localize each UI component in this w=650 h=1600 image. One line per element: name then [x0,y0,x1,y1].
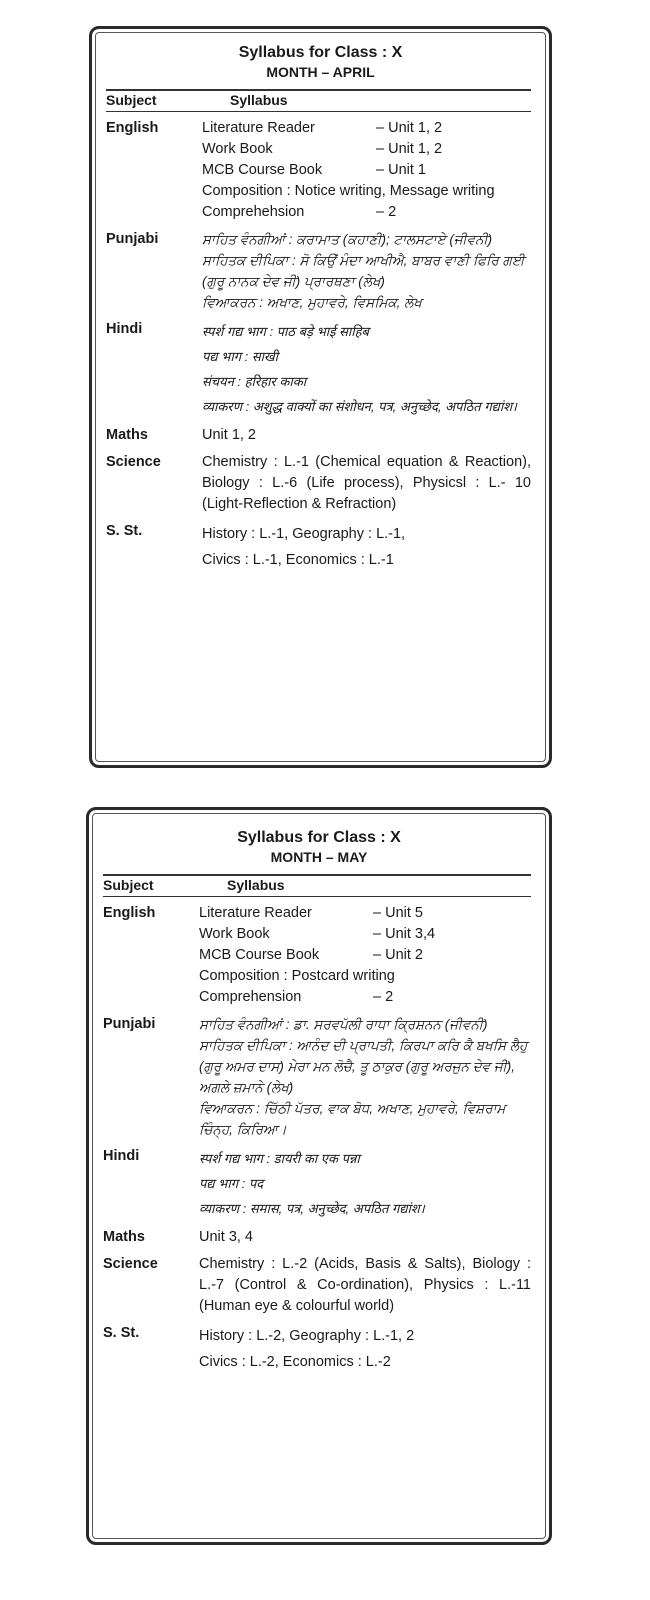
syllabus-text: स्पर्श गद्य भाग : डायरी का एक पन्ना [199,1151,360,1166]
row-english [103,903,531,1008]
row-sst [106,521,531,573]
row-hindi [103,1146,531,1221]
column-header [103,874,531,897]
subject-label: S. St. [103,1325,140,1341]
subject-label: Hindi [106,321,143,337]
column-syllabus: Syllabus [230,92,288,108]
list-item: Comprehehsion – 2 [202,204,397,220]
subject-label: English [103,905,156,921]
row-hindi [106,319,531,419]
syllabus-text: ਸਾਹਿਤ ਵੰਨਗੀਆਂ : ਡਾ. ਸਰਵਪੱਲੀ ਰਾਧਾ ਕ੍ਰਿਸ਼ਨਨ (ਜੀਵਨੀ) [199,1017,488,1032]
syllabus-text: व्याकरण : समास, पत्र, अनुच्छेद, अपठित गद्यांश। [199,1201,425,1216]
syllabus-text: ਵਿਆਕਰਨ : ਅਖਾਣ, ਮੁਹਾਵਰੇ, ਵਿਸਮਿਕ, ਲੇਖ [202,295,422,310]
syllabus-text: Chemistry : L.-2 (Acids, Basis & Salts), Biology : L.-7 (Control & Co-ordination), Physics : L.-11 (Human eye & colourful world) [199,1256,531,1314]
syllabus-text: संचयन : हरिहार काका [202,374,307,389]
column-subject: Subject [106,92,157,108]
list-item: MCB Course Book – Unit 1 [202,162,426,178]
row-punjabi [103,1014,531,1140]
card-title: Syllabus for Class : X [237,829,401,846]
syllabus-card-april [89,26,552,768]
composition-text: Composition : Notice writing, Message writing [202,183,495,199]
card-month: MONTH – APRIL [266,64,375,80]
card-title: Syllabus for Class : X [238,44,403,61]
syllabus-text: ਸਾਹਿਤਕ ਦੀਪਿਕਾ : ਆਨੰਦ ਦੀ ਪ੍ਰਾਪਤੀ, ਕਿਰਪਾ ਕਰਿ ਕੈ ਬਖਸਿ ਲੈਹੁ (ਗੁਰੂ ਅਮਰ ਦਾਸ) ਮੇਰਾ ਮਨ ਲੋਚੈ, ਤੂ ਠਾਕੁਰ (ਗੁਰੂ ਅਰਜੁਨ ਦੇਵ ਜੀ), ਅਗਲੇ ਜ਼ਮਾਨੇ (ਲੇਖ) [199,1038,528,1095]
syllabus-text: पद्य भाग : साखी [202,349,279,364]
column-header [106,89,531,112]
syllabus-text: स्पर्श गद्य भाग : पाठ बड़े भाई साहिब [202,324,369,339]
syllabus-text: ਸਾਹਿਤ ਵੰਨਗੀਆਂ : ਕਰਾਮਾਤ (ਕਹਾਣੀ); ਟਾਲਸਟਾਏ (ਜੀਵਨੀ) [202,232,493,247]
syllabus-text: ਸਾਹਿਤਕ ਦੀਪਿਕਾ : ਸੋ ਕਿਉਂ ਮੰਦਾ ਆਖੀਐ, ਬਾਬਰ ਵਾਣੀ ਫਿਰਿ ਗਈ (ਗੁਰੂ ਨਾਨਕ ਦੇਵ ਜੀ) ਪ੍ਰਾਰਥਣਾ (ਲੇਖ) [202,253,525,289]
row-maths [103,1227,531,1248]
row-english [106,118,531,223]
subject-label: Maths [106,427,148,443]
syllabus-card-may [86,807,552,1545]
syllabus-text: History : L.-1, Geography : L.-1, [202,526,406,542]
column-subject: Subject [103,877,154,893]
syllabus-text: व्याकरण : अशुद्ध वाक्यों का संशोधन, पत्र, अनुच्छेद, अपठित गद्यांश। [202,399,517,414]
syllabus-rows [103,903,531,1375]
subject-label: Punjabi [106,231,159,247]
row-sst [103,1323,531,1375]
list-item: Literature Reader – Unit 1, 2 [202,120,443,136]
list-item: Work Book – Unit 1, 2 [202,141,443,157]
composition-text: Composition : Postcard writing [199,968,395,984]
list-item: Literature Reader – Unit 5 [199,905,423,921]
syllabus-text: Civics : L.-2, Economics : L.-2 [199,1354,391,1370]
subject-label: S. St. [106,523,143,539]
syllabus-text: History : L.-2, Geography : L.-1, 2 [199,1328,415,1344]
syllabus-text: पद्य भाग : पद [199,1176,264,1191]
card-header [89,828,549,866]
syllabus-text: Civics : L.-1, Economics : L.-1 [202,552,394,568]
syllabus-text: ਵਿਆਕਰਨ : ਚਿੱਠੀ ਪੱਤਰ, ਵਾਕ ਬੋਧ, ਅਖਾਣ, ਮੁਹਾਵਰੇ, ਵਿਸ਼ਰਾਮ ਚਿੰਨ੍ਹ, ਕਿਰਿਆ। [199,1101,506,1137]
subject-label: Punjabi [103,1016,156,1032]
syllabus-rows [106,118,531,573]
subject-label: Science [106,454,161,470]
row-science [103,1254,531,1317]
list-item: Comprehension – 2 [199,989,394,1005]
list-item: MCB Course Book – Unit 2 [199,947,423,963]
syllabus-text: Chemistry : L.-1 (Chemical equation & Reaction), Biology : L.-6 (Life process), Physicsl : L.- 10 (Light-Reflection & Refraction) [202,454,531,512]
list-item: Work Book – Unit 3,4 [199,926,436,942]
row-science [106,452,531,515]
card-header [92,43,549,81]
column-syllabus: Syllabus [227,877,285,893]
syllabus-text: Unit 3, 4 [199,1229,253,1245]
subject-label: Maths [103,1229,145,1245]
subject-label: Hindi [103,1148,140,1164]
syllabus-text: Unit 1, 2 [202,427,256,443]
row-maths [106,425,531,446]
row-punjabi [106,229,531,313]
subject-label: Science [103,1256,158,1272]
subject-label: English [106,120,159,136]
card-month: MONTH – MAY [270,849,368,865]
